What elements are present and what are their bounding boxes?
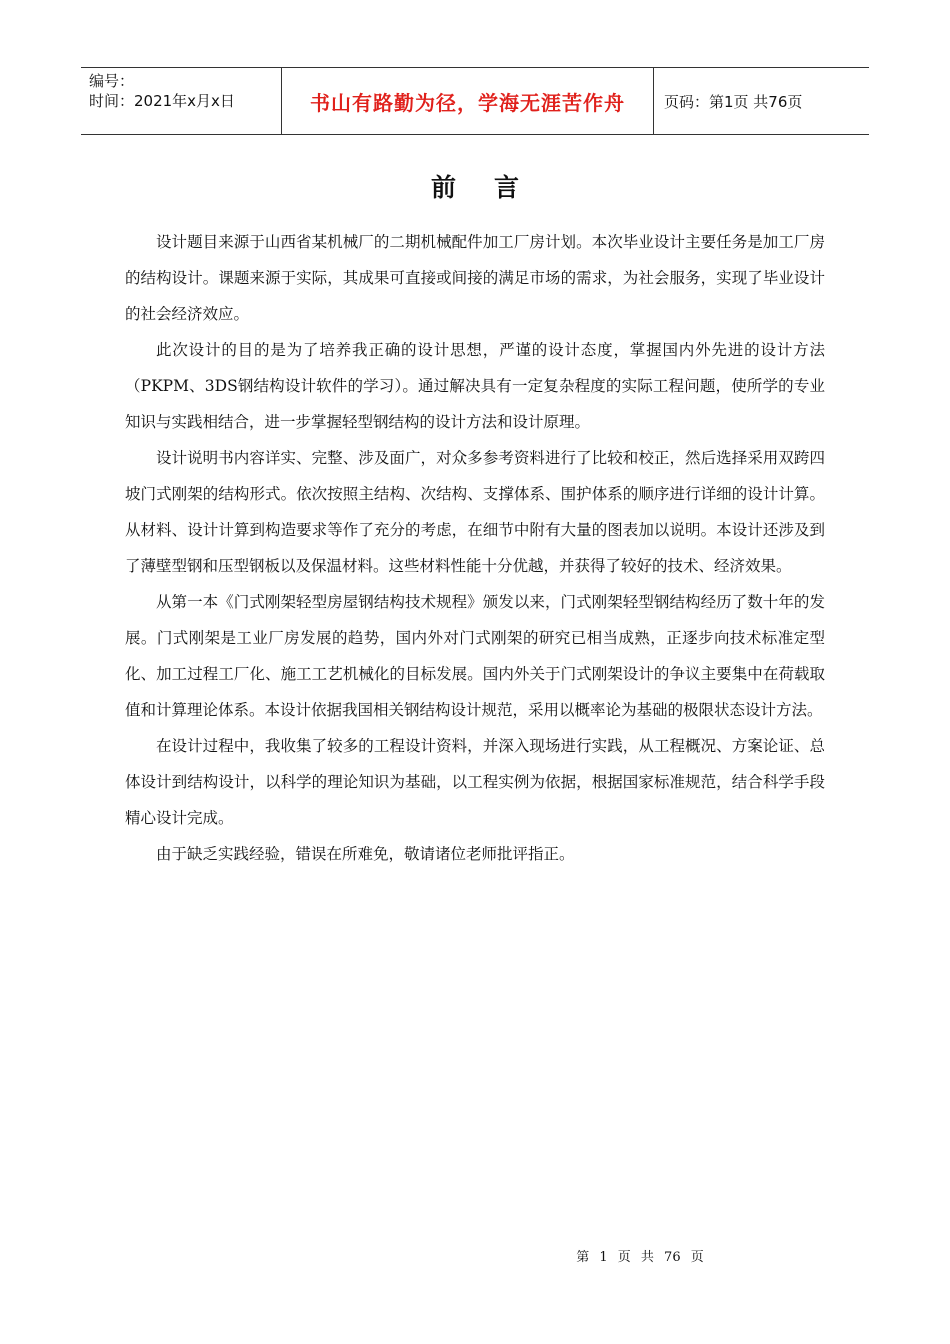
time-label: 时间：2021年x月x日 [89,92,235,110]
document-header [81,67,869,135]
document-body [125,224,825,872]
header-meta [81,68,281,134]
header-page-info: 页码：第1页 共76页 [664,92,803,111]
paragraph: 由于缺乏实践经验，错误在所难免，敬请诸位老师批评指正。 [156,845,575,863]
page-footer: 第 1 页 共 76 页 [576,1250,704,1265]
paragraph: 从第一本《门式刚架轻型房屋钢结构技术规程》颁发以来，门式刚架轻型钢结构经历了数十年的发展。门式刚架是工业厂房发展的趋势，国内外对门式刚架的研究已相当成熟，正逐步向技术标准定型化、加工过程工厂化、施工工艺机械化的目标发展。国内外关于门式刚架设计的争议主要集中在荷载取值和计算理论体系。本设计依据我国相关钢结构设计规范，采用以概率论为基础的极限状态设计方法。 [125,593,825,719]
page-title: 前言 [430,173,557,202]
paragraph: 在设计过程中，我收集了较多的工程设计资料，并深入现场进行实践，从工程概况、方案论证、总体设计到结构设计，以科学的理论知识为基础，以工程实例为依据，根据国家标准规范，结合科学手段精心设计完成。 [125,737,825,827]
paragraph: 此次设计的目的是为了培养我正确的设计思想，严谨的设计态度，掌握国内外先进的设计方法（PKPM、3DS钢结构设计软件的学习）。通过解决具有一定复杂程度的实际工程问题，使所学的专业知识与实践相结合，进一步掌握轻型钢结构的设计方法和设计原理。 [125,341,825,431]
header-motto: 书山有路勤为径，学海无涯苦作舟 [281,68,654,134]
number-label: 编号： [89,72,135,90]
paragraph: 设计说明书内容详实、完整、涉及面广，对众多参考资料进行了比较和校正，然后选择采用双跨四坡门式刚架的结构形式。依次按照主结构、次结构、支撑体系、围护体系的顺序进行详细的设计计算。从材料、设计计算到构造要求等作了充分的考虑，在细节中附有大量的图表加以说明。本设计还涉及到了薄壁型钢和压型钢板以及保温材料。这些材料性能十分优越，并获得了较好的技术、经济效果。 [125,449,825,575]
paragraph: 设计题目来源于山西省某机械厂的二期机械配件加工厂房计划。本次毕业设计主要任务是加工厂房的结构设计。课题来源于实际，其成果可直接或间接的满足市场的需求，为社会服务，实现了毕业设计的社会经济效应。 [125,233,825,323]
